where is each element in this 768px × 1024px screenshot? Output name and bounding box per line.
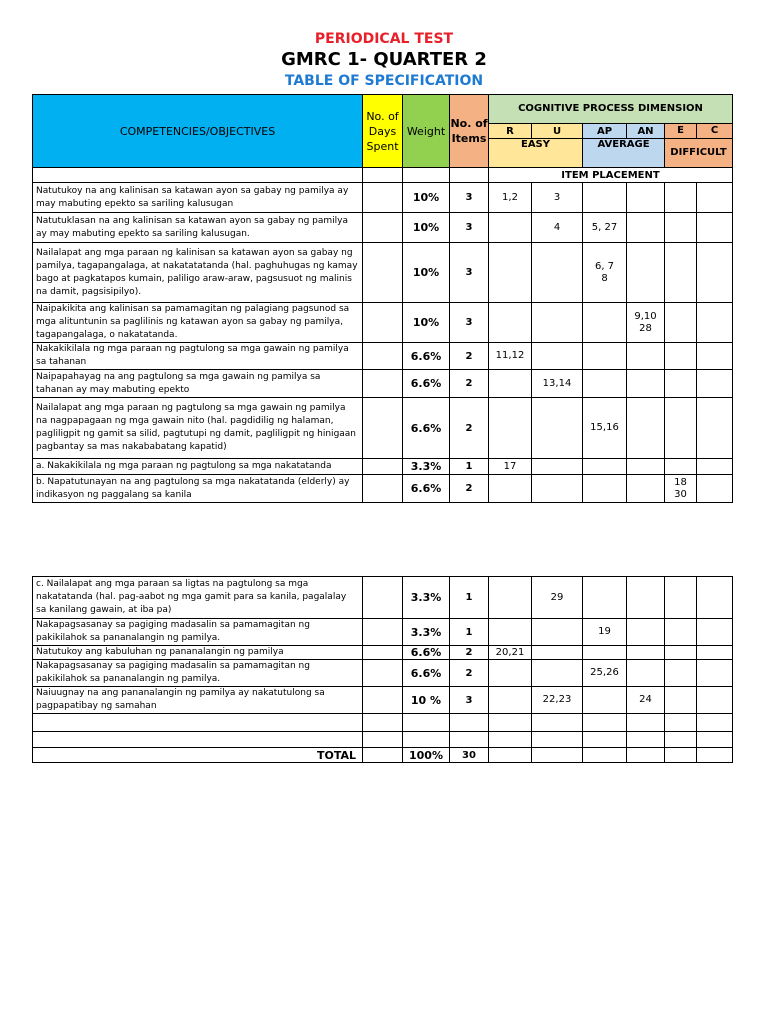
header-difficult: DIFFICULT [665,139,733,168]
competency-cell: Natutuklasan na ang kalinisan sa katawan ayon sa gabay ng pamilya ay may mabuting epekto sa sariling kalusugan. [33,213,363,243]
placement-cell-e [665,398,697,459]
placement-cell-e [665,577,697,619]
placement-cell-r [489,577,532,619]
header-competencies: COMPETENCIES/OBJECTIVES [33,95,363,168]
weight-cell [403,714,450,732]
items-cell: 3 [450,213,489,243]
table-row [33,213,733,243]
days-cell [363,243,403,303]
placement-cell-e: 18 30 [665,475,697,503]
days-cell [363,687,403,714]
competency-cell: Naipapahayag na ang pagtulong sa mga gawain ng pamilya sa tahanan ay may mabuting epekto [33,370,363,398]
placement-cell-an [627,619,665,646]
placement-cell-u: 13,14 [532,370,583,398]
weight-cell: 6.6% [403,370,450,398]
days-cell [363,660,403,687]
placement-cell-c [697,243,733,303]
table-row [33,577,733,619]
specification-table-part-1 [32,94,733,503]
placement-cell-ap [583,183,627,213]
placement-cell-u [532,459,583,475]
title-subject-quarter: GMRC 1- QUARTER 2 [281,49,487,70]
weight-cell: 6.6% [403,646,450,660]
competency-cell: Nailalapat ang mga paraan ng pagtulong sa mga gawain ng pamilya na nagpapagaan ng mga gawain nito (hal. pagdidilig ng halaman, pagliligpit ng gamit sa silid, pagtutupi ng damit, pagliligpit ng hinigaan pagbantay sa mas nakababatang kapatid) [33,398,363,459]
placement-cell-c [697,303,733,343]
days-cell [363,619,403,646]
table-row [33,243,733,303]
table-row [33,303,733,343]
placement-cell-c [697,577,733,619]
placement-cell-u [532,475,583,503]
items-cell: 2 [450,343,489,370]
weight-cell [403,732,450,748]
placement-cell-ap [583,343,627,370]
placement-cell-e [665,213,697,243]
header-item-placement: ITEM PLACEMENT [489,168,733,183]
placement-cell-e [665,303,697,343]
table-row [33,183,733,213]
placement-cell-u [532,243,583,303]
placement-cell-r: 20,21 [489,646,532,660]
placement-cell-e [665,646,697,660]
table-row [33,370,733,398]
header-weight: Weight [403,95,450,168]
items-cell: 2 [450,646,489,660]
items-cell [450,714,489,732]
placement-cell-an [627,660,665,687]
placement-cell-an [627,577,665,619]
total-placement-cell [489,748,532,763]
placement-cell-ap [583,646,627,660]
total-placement-cell [532,748,583,763]
days-cell [363,732,403,748]
days-cell [363,475,403,503]
placement-cell-an [627,183,665,213]
placement-cell-an [627,370,665,398]
placement-cell-an [627,732,665,748]
competency-cell: Nakapagsasanay sa pagiging madasalin sa pamamagitan ng pakikilahok sa pananalangin ng pamilya. [33,660,363,687]
placement-cell-c [697,732,733,748]
competency-cell [33,714,363,732]
header-u: U [532,124,583,139]
placement-cell-ap [583,732,627,748]
header-an: AN [627,124,665,139]
placement-cell-ap: 19 [583,619,627,646]
placement-cell-e [665,243,697,303]
items-cell [450,732,489,748]
items-cell: 1 [450,577,489,619]
placement-cell-e [665,459,697,475]
placement-cell-r: 17 [489,459,532,475]
header-days-spent: No. of Days Spent [363,95,403,168]
placement-cell-c [697,343,733,370]
placement-cell-e [665,343,697,370]
placement-cell-ap [583,475,627,503]
placement-cell-ap: 6, 7 8 [583,243,627,303]
items-cell: 1 [450,619,489,646]
placement-cell-ap [583,714,627,732]
competency-cell: c. Nailalapat ang mga paraan sa ligtas na pagtulong sa mga nakatatanda (hal. pag-aabot ng mga gamit para sa kanila, pagalalay sa kanilang gawain, at iba pa) [33,577,363,619]
placement-cell-e [665,619,697,646]
items-cell: 1 [450,459,489,475]
weight-cell: 6.6% [403,475,450,503]
table-row [33,398,733,459]
weight-cell: 10% [403,183,450,213]
weight-cell: 3.3% [403,577,450,619]
days-cell [363,370,403,398]
weight-cell: 6.6% [403,343,450,370]
table-row [33,687,733,714]
days-cell [363,398,403,459]
header-number-of-items: No. of Items [450,95,489,168]
total-row [33,748,733,763]
placement-cell-ap: 15,16 [583,398,627,459]
header-e: E [665,124,697,139]
days-cell [363,714,403,732]
weight-cell: 6.6% [403,398,450,459]
placement-cell-u: 4 [532,213,583,243]
placement-cell-ap [583,459,627,475]
placement-cell-u [532,646,583,660]
placement-cell-ap [583,303,627,343]
header-c: C [697,124,733,139]
items-cell: 2 [450,398,489,459]
placement-cell-an [627,714,665,732]
competency-cell: Natutukoy na ang kalinisan sa katawan ayon sa gabay ng pamilya ay may mabuting epekto sa sariling kalusugan [33,183,363,213]
competency-cell: b. Napatutunayan na ang pagtulong sa mga nakatatanda (elderly) ay indikasyon ng paggalang sa kanila [33,475,363,503]
placement-cell-u [532,714,583,732]
total-placement-cell [583,748,627,763]
placement-cell-r [489,475,532,503]
placement-cell-c [697,459,733,475]
placement-cell-c [697,687,733,714]
total-days [363,748,403,763]
placement-cell-r [489,687,532,714]
placement-cell-e [665,714,697,732]
weight-cell: 3.3% [403,459,450,475]
placement-cell-u [532,732,583,748]
placement-cell-u [532,398,583,459]
placement-cell-r [489,714,532,732]
competency-cell: Nakapagsasanay sa pagiging madasalin sa pamamagitan ng pakikilahok sa pananalangin ng pamilya. [33,619,363,646]
placement-cell-an [627,213,665,243]
specification-table-part-2 [32,576,733,763]
placement-cell-r [489,660,532,687]
placement-cell-c [697,213,733,243]
items-cell: 2 [450,370,489,398]
header-easy: EASY [489,139,583,168]
placement-cell-e [665,370,697,398]
table-row [33,714,733,732]
placement-cell-r [489,732,532,748]
placement-cell-c [697,619,733,646]
placement-cell-r [489,213,532,243]
placement-cell-an [627,459,665,475]
competency-cell: Naipakikita ang kalinisan sa pamamagitan ng palagiang pagsunod sa mga alituntunin sa paglilinis ng katawan ayon sa gabay ng pamilya, tagapangalaga, o nakatatanda. [33,303,363,343]
total-label: TOTAL [33,748,363,763]
placement-cell-ap [583,370,627,398]
days-cell [363,459,403,475]
placement-cell-e [665,687,697,714]
placement-cell-u [532,343,583,370]
placement-cell-r [489,398,532,459]
header-cognitive-process: COGNITIVE PROCESS DIMENSION [489,95,733,124]
header-r: R [489,124,532,139]
placement-cell-u: 29 [532,577,583,619]
placement-cell-c [697,714,733,732]
table-row [33,343,733,370]
competency-cell: Nakakikilala ng mga paraan ng pagtulong sa mga gawain ng pamilya sa tahanan [33,343,363,370]
placement-cell-e [665,183,697,213]
days-cell [363,577,403,619]
items-cell: 3 [450,243,489,303]
placement-cell-u [532,303,583,343]
placement-cell-c [697,370,733,398]
items-cell: 2 [450,660,489,687]
weight-cell: 3.3% [403,619,450,646]
placement-cell-an [627,243,665,303]
items-cell: 3 [450,687,489,714]
days-cell [363,646,403,660]
table-row [33,475,733,503]
placement-cell-c [697,646,733,660]
placement-cell-e [665,660,697,687]
weight-cell: 10% [403,213,450,243]
placement-cell-u: 22,23 [532,687,583,714]
table-row [33,660,733,687]
placement-cell-r [489,619,532,646]
total-placement-cell [627,748,665,763]
placement-cell-r [489,303,532,343]
header-average: AVERAGE [583,139,665,168]
table-row [33,646,733,660]
weight-cell: 6.6% [403,660,450,687]
table-row [33,459,733,475]
placement-cell-u [532,660,583,687]
placement-cell-r [489,243,532,303]
days-cell [363,213,403,243]
placement-cell-an: 24 [627,687,665,714]
title-periodical-test: PERIODICAL TEST [314,31,454,47]
placement-cell-an: 9,10 28 [627,303,665,343]
weight-cell: 10 % [403,687,450,714]
items-cell: 3 [450,183,489,213]
placement-cell-e [665,732,697,748]
placement-cell-c [697,660,733,687]
header-ap: AP [583,124,627,139]
table-row [33,732,733,748]
competency-cell: Naiuugnay na ang pananalangin ng pamilya ay nakatutulong sa pagpapatibay ng samahan [33,687,363,714]
competency-cell: a. Nakakikilala ng mga paraan ng pagtulong sa mga nakatatanda [33,459,363,475]
placement-cell-ap [583,577,627,619]
placement-cell-r: 1,2 [489,183,532,213]
placement-cell-ap: 5, 27 [583,213,627,243]
total-weight: 100% [403,748,450,763]
weight-cell: 10% [403,303,450,343]
placement-cell-c [697,183,733,213]
placement-cell-u [532,619,583,646]
days-cell [363,303,403,343]
total-placement-cell [697,748,733,763]
placement-cell-an [627,475,665,503]
placement-cell-an [627,343,665,370]
placement-cell-r [489,370,532,398]
title-table-of-specification: TABLE OF SPECIFICATION [284,73,484,89]
placement-cell-c [697,398,733,459]
days-cell [363,343,403,370]
competency-cell: Natutukoy ang kabuluhan ng pananalangin ng pamilya [33,646,363,660]
total-placement-cell [665,748,697,763]
placement-cell-c [697,475,733,503]
placement-cell-an [627,398,665,459]
items-cell: 3 [450,303,489,343]
weight-cell: 10% [403,243,450,303]
items-cell: 2 [450,475,489,503]
competency-cell [33,732,363,748]
days-cell [363,183,403,213]
table-row [33,619,733,646]
placement-cell-an [627,646,665,660]
placement-cell-u: 3 [532,183,583,213]
placement-cell-r: 11,12 [489,343,532,370]
placement-cell-ap [583,687,627,714]
competency-cell: Nailalapat ang mga paraan ng kalinisan sa katawan ayon sa gabay ng pamilya, tagapangalaga, at nakatatatanda (hal. paghuhugas ng kamay bago at pagkatapos kumain, paliligo araw-araw, pagsusuot ng malinis na damit, pagsisipilyo). [33,243,363,303]
placement-cell-ap: 25,26 [583,660,627,687]
total-items: 30 [450,748,489,763]
